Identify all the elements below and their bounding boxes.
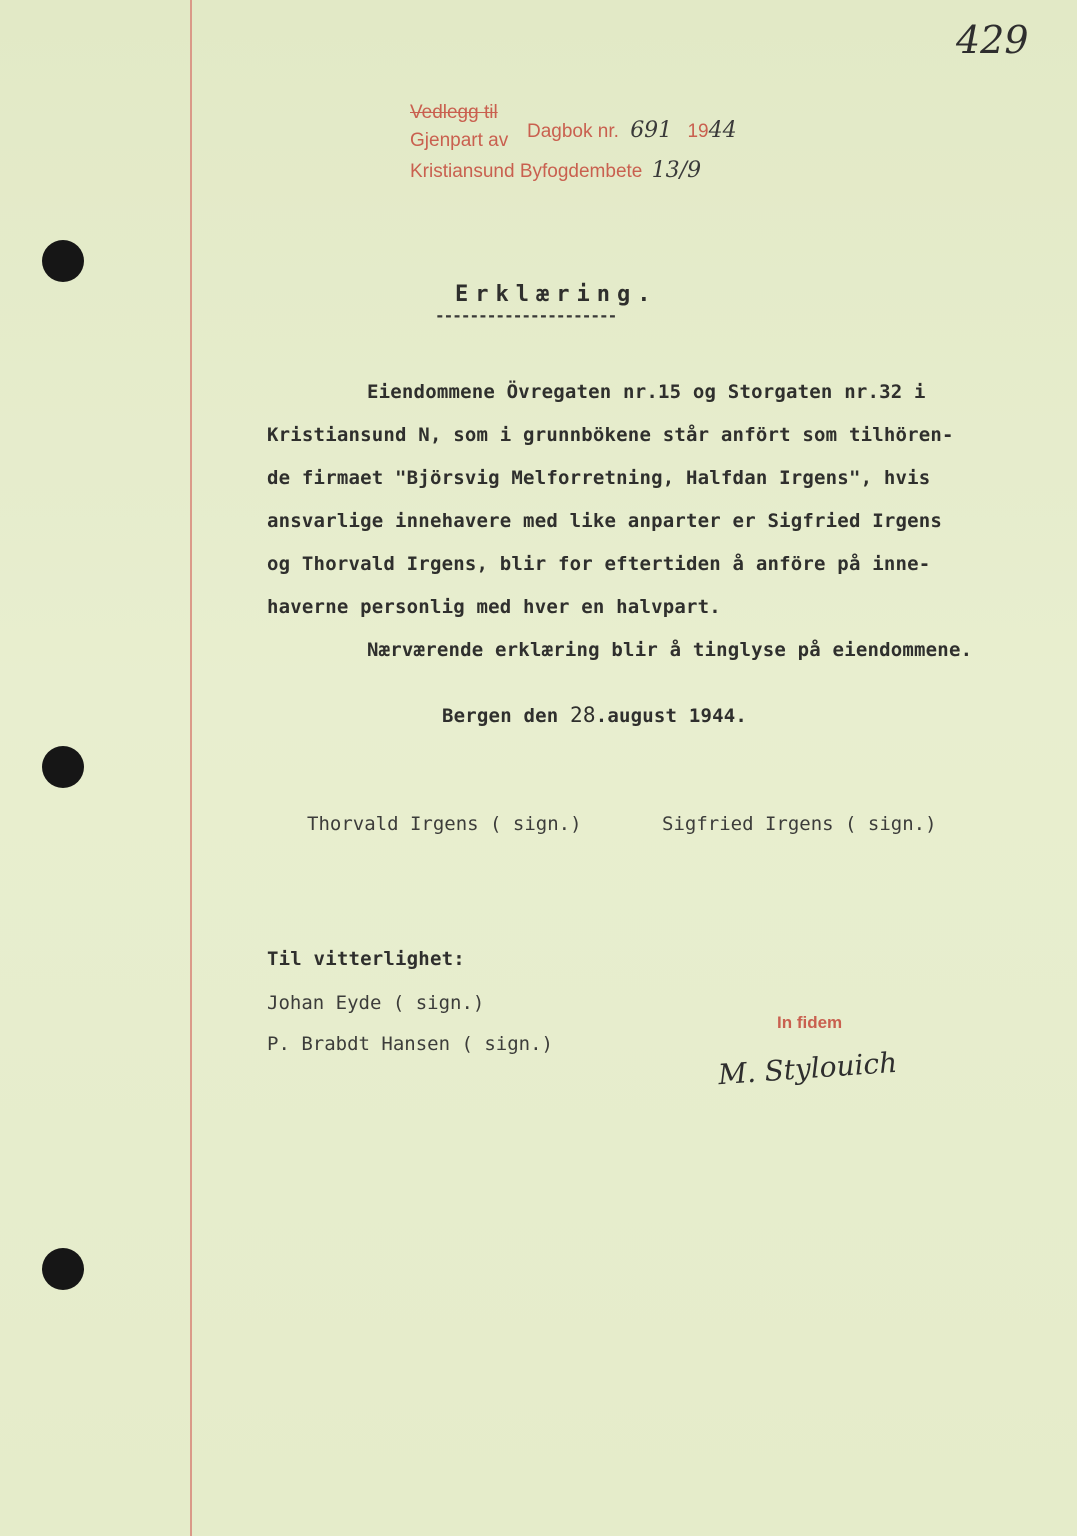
signature-thorvald: Thorvald Irgens ( sign.) — [307, 813, 582, 835]
stamp-line-3 — [410, 158, 701, 183]
stamp-year-suffix: 44 — [708, 118, 737, 143]
certifier-signature: M. Stylouich — [717, 1045, 899, 1092]
place-date-rest: .august 1944. — [595, 705, 748, 727]
witness-heading: Til vitterlighet: — [267, 948, 465, 970]
document-title: Erklæring. — [455, 282, 658, 307]
body-line-5: og Thorvald Irgens, blir for eftertiden å anföre på inne- — [267, 553, 931, 575]
stamp-dagbok — [527, 118, 737, 143]
place-date-day: 28 — [570, 703, 596, 727]
stamp-dagbok-label: Dagbok nr. — [527, 121, 619, 142]
title-underline: --------------------- — [435, 306, 617, 325]
body-line-1: Eiendommene Övregaten nr.15 og Storgaten nr.32 i — [367, 381, 926, 403]
witness-name-2: P. Brabdt Hansen ( sign.) — [267, 1033, 553, 1055]
punch-hole-bottom — [42, 1248, 84, 1290]
body-line-4: ansvarlige innehavere med like anparter er Sigfried Irgens — [267, 510, 943, 532]
stamp-dagbok-number: 691 — [630, 118, 673, 143]
body-line-2: Kristiansund N, som i grunnbökene står anfört som tilhören- — [267, 424, 954, 446]
stamp-date: 13/9 — [651, 158, 702, 183]
stamp-gjenpart: Gjenpart av — [410, 130, 509, 151]
punch-hole-top — [42, 240, 84, 282]
in-fidem-stamp: In fidem — [777, 1013, 843, 1032]
stamp-vedlegg-struck: Vedlegg til — [410, 102, 498, 123]
place-date-prefix: Bergen den — [442, 705, 571, 727]
page-number: 429 — [956, 18, 1029, 62]
stamp-line-2 — [410, 130, 508, 152]
signature-sigfried: Sigfried Irgens ( sign.) — [662, 813, 937, 835]
body-closing-line: Nærværende erklæring blir å tinglyse på eiendommene. — [367, 639, 973, 661]
place-date — [442, 703, 747, 727]
stamp-office: Kristiansund Byfogdembete — [410, 161, 643, 182]
stamp-line-1 — [410, 102, 498, 124]
red-margin-line — [190, 0, 192, 1536]
stamp-year-prefix: 19 — [687, 121, 709, 142]
punch-hole-middle — [42, 746, 84, 788]
witness-name-1: Johan Eyde ( sign.) — [267, 992, 485, 1014]
body-line-3: de firmaet "Björsvig Melforretning, Halfdan Irgens", hvis — [267, 467, 931, 489]
body-line-6: haverne personlig med hver en halvpart. — [267, 596, 721, 618]
